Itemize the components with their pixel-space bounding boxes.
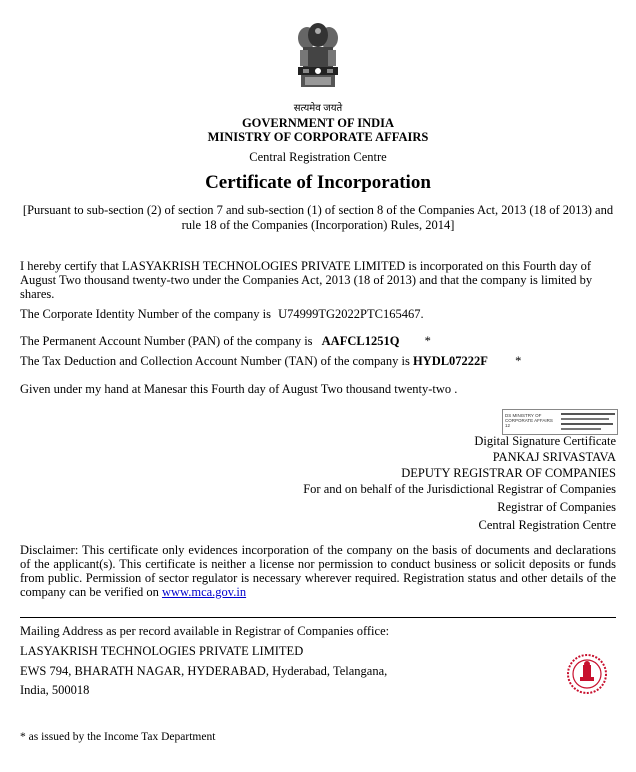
digital-signature-stamp (502, 409, 618, 435)
tan-line (20, 354, 521, 369)
footnote: * as issued by the Income Tax Department (20, 731, 216, 743)
tan-value: HYDL07222F (412, 354, 488, 368)
page-title: Certificate of Incorporation (205, 172, 431, 193)
signatory-name: PANKAJ SRIVASTAVA (492, 450, 616, 464)
cin-label: The Corporate Identity Number of the company is (20, 307, 271, 321)
certify-paragraph: I hereby certify that LASYAKRISH TECHNOLOGIES PRIVATE LIMITED is incorporated on this Fourth day of August Two thousand twenty-two under the Companies Act, 2013 (18 of 2013) and that the company is limited by shares. (20, 259, 593, 301)
signature-line-6: Central Registration Centre (478, 518, 616, 532)
signatory-designation: DEPUTY REGISTRAR OF COMPANIES (401, 466, 616, 480)
stamp-text: DS MINISTRY OF CORPORATE AFFAIRS 12 (505, 413, 553, 428)
centre-heading: Central Registration Centre (249, 150, 387, 164)
tan-label: The Tax Deduction and Collection Account Number (TAN) of the company is (20, 354, 410, 368)
pan-line (20, 334, 431, 349)
mailing-heading: Mailing Address as per record available in Registrar of Companies office: (20, 624, 390, 638)
pan-value: AAFCL1251Q (321, 334, 400, 348)
signature-line-1: Digital Signature Certificate (474, 434, 616, 448)
divider (20, 617, 616, 618)
mca-website-link[interactable]: www.mca.gov.in (161, 585, 247, 599)
signature-line-4: For and on behalf of the Jurisdictional Registrar of Companies (303, 482, 616, 496)
ministry-heading: MINISTRY OF CORPORATE AFFAIRS (207, 130, 429, 144)
emblem-motto: सत्यमेव जयते (293, 103, 343, 114)
pan-footnote-marker: * (424, 334, 431, 348)
disclaimer-text: Disclaimer: This certificate only evidences incorporation of the company on the basis of documents and declarations of the applicant(s). This certificate is neither a license nor permission to conduct business or solicit deposits or funds from public. Permission of sector regulator is necessary wherever required. Registration status and other details of the company can be verified on (20, 543, 616, 599)
tan-footnote-marker: * (515, 354, 522, 368)
cin-line (20, 307, 424, 322)
cin-value: U74999TG2022PTC165467. (278, 307, 424, 321)
mailing-line-3: India, 500018 (20, 683, 90, 697)
national-emblem-icon (291, 22, 345, 102)
statutory-reference: [Pursuant to sub-section (2) of section 7 and sub-section (1) of section 8 of the Companies Act, 2013 (18 of 2013) and rule 18 of the Companies (Incorporation) Rules, 2014] (22, 203, 614, 232)
mca-seal-icon (566, 653, 608, 695)
disclaimer (20, 543, 616, 599)
pan-label: The Permanent Account Number (PAN) of the company is (20, 334, 313, 348)
signature-line-5: Registrar of Companies (497, 500, 616, 514)
mailing-line-2: EWS 794, BHARATH NAGAR, HYDERABAD, Hyderabad, Telangana, (20, 664, 388, 678)
government-heading: GOVERNMENT OF INDIA (241, 116, 395, 130)
mailing-line-1: LASYAKRISH TECHNOLOGIES PRIVATE LIMITED (20, 644, 304, 658)
given-under-hand: Given under my hand at Manesar this Fourth day of August Two thousand twenty-two . (20, 382, 458, 396)
